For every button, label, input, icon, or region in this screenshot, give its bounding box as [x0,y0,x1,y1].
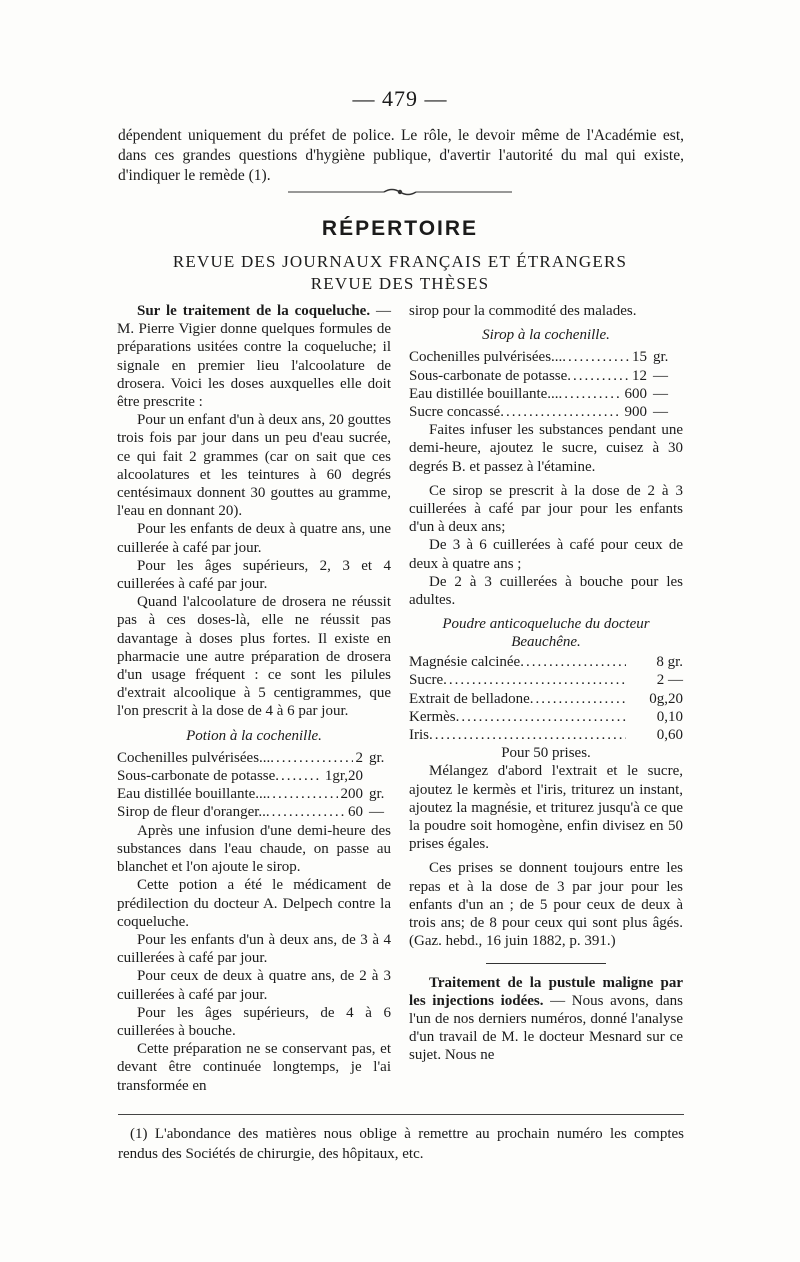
footnote: (1) L'abondance des matières nous oblige à remettre au prochain numéro les comptes rendus des Sociétés de chirurgie, des hôpitaux, etc. [118,1126,684,1162]
recipe-row [409,403,683,421]
section-subtitle-2: REVUE DES THÈSES [310,274,490,293]
recipe-row [117,785,391,803]
right-column [409,302,683,1065]
article-coqueluche-intro [117,302,391,411]
paragraph: Pour les enfants d'un à deux ans, de 3 à 4 cuillerées à café par jour. [117,931,391,967]
paragraph: Pour les âges supérieurs, 2, 3 et 4 cuillerées à café par jour. [117,557,391,593]
recipe-row [409,690,683,708]
ingredient-name: Iris [409,727,429,744]
ingredient-quantity: 15 [632,349,647,366]
ingredient-name: Cochenilles pulvérisées... [117,749,271,766]
recipe-row [409,726,683,744]
ingredient-name: Sucre concassé [409,404,501,421]
paragraph: sirop pour la commodité des malades. [409,303,637,319]
paragraph [409,859,683,950]
paragraph: Pour un enfant d'un à deux ans, 20 gouttes trois fois par jour dans un peu d'eau sucrée, ce qui fait 2 grammes (car on sait que ces alcoolatures et les teintures à 60 degrés centésimaux donnent 30 gouttes au gramme, l'eau en donnant 20). [117,412,391,520]
ingredient-unit: — [653,367,668,384]
ingredient-quantity: 0,60 [656,727,683,744]
ingredient-unit: gr. [369,749,385,766]
ingredient-quantity: 200 [340,786,363,803]
recipe-title: Poudre anticoqueluche du docteur Beauchêne. [442,616,650,651]
ingredient-quantity: 600 [624,385,647,402]
left-column [117,302,391,1095]
article-divider [486,963,606,964]
recipe-row [409,385,683,403]
recipe-row [409,708,683,726]
article-title: Traitement de la pustule maligne par les injections iodées. [409,974,683,1009]
ingredient-unit: — [653,385,668,402]
recipe-note: Pour 50 prises. [501,745,591,762]
paragraph-text: Ces prises se donnent toujours entre les repas et à la dose de 3 par jour pour les enfants d'un an ; de 5 pour ceux de deux à trois ans; de 8 pour ceux qui sont plus âgés. [409,860,683,932]
section-ornament [288,186,512,198]
ingredient-name: Sous-carbonate de potasse [409,367,568,384]
recipe-row [117,749,391,767]
ingredient-name: Sirop de fleur d'oranger.. [117,804,266,821]
paragraph: Ce sirop se prescrit à la dose de 2 à 3 cuillerées à café par jour pour les enfants d'un à deux ans; [409,482,683,536]
paragraph: Faites infuser les substances pendant une demi-heure, ajoutez le sucre, cuisez à 30 degrés B. et passez à l'étamine. [409,422,683,475]
article-text: — M. Pierre Vigier donne quelques formules de préparations usitées contre la coqueluche; il signale en premier lieu l'alcoolature de drosera. Voici les doses auxquelles elle doit être prescrite : [117,303,392,411]
recipe-list [117,749,391,822]
recipe-list [409,348,683,421]
paragraph: Après une infusion d'une demi-heure des substances dans l'eau chaude, on passe au blanchet et l'on ajoute le sirop. [117,822,391,876]
recipe-row [409,367,683,385]
ingredient-unit: gr. [369,786,385,803]
section-title: RÉPERTOIRE [321,217,479,240]
recipe-row [409,348,683,366]
ingredient-unit: — [653,404,668,421]
section-subtitle: REVUE DES JOURNAUX FRANÇAIS ET ÉTRANGERS [172,252,628,271]
citation: (Gaz. hebd., 16 juin 1882, p. 391.) [409,933,616,950]
ingredient-name: Sucre [409,672,444,689]
ingredient-quantity: 1gr,20 [324,768,363,785]
ingredient-quantity: 8 gr. [656,654,683,671]
ingredient-unit: — [369,804,384,821]
paragraph: De 2 à 3 cuillerées à bouche pour les adultes. [409,573,683,609]
paragraph: Pour les enfants de deux à quatre ans, une cuillerée à café par jour. [117,521,391,556]
page-number: — 479 — [352,86,448,111]
ingredient-quantity: 0,10 [656,708,683,725]
recipe-row [409,671,683,689]
intro-paragraph: dépendent uniquement du préfet de police. Le rôle, le devoir même de l'Académie est, dans ces grandes questions d'hygiène publique, d'avertir l'autorité du mal qui existe, d'indiquer le remède (1). [118,127,684,184]
ingredient-quantity: 0g,20 [649,690,683,707]
ingredient-quantity: 2 [355,749,363,766]
ingredient-name: Kermès [409,708,456,725]
ingredient-name: Extrait de belladone [409,690,530,707]
ingredient-name: Sous-carbonate de potasse [117,768,276,785]
footnote-rule [118,1114,684,1115]
ingredient-quantity: 2 — [656,672,683,689]
ingredient-name: Eau distillée bouillante... [409,385,559,402]
paragraph: Quand l'alcoolature de drosera ne réussit pas à ces doses-là, elle ne réussit pas davantage à doses plus fortes. Il existe en pharmacie une autre préparation de drosera d'un usage fréquent : ce sont les pilules d'extrait alcoolique à 5 centigrammes, que l'on prescrit à la dose de 4 à 6 par jour. [117,594,391,720]
article-text: — Nous avons, dans l'un de nos derniers numéros, donné l'analyse d'un travail de M. le docteur Mesnard sur ce sujet. Nous ne [409,992,683,1064]
article-pustule-intro [409,974,683,1065]
paragraph: Cette potion a été le médicament de prédilection du docteur A. Delpech contre la coqueluche. [117,877,391,930]
paragraph: Pour les âges supérieurs, de 4 à 6 cuillerées à bouche. [117,1004,391,1039]
paragraph: Mélangez d'abord l'extrait et le sucre, ajoutez le kermès et l'iris, triturez un instant, ajoutez la magnésie, et triturez jusqu'à ce que la poudre soit homogène, enfin divisez en 50 prises égales. [409,763,683,853]
paragraph: Cette préparation ne se conservant pas, et devant être continuée longtemps, je l'ai transformée en [117,1041,391,1094]
paragraph: De 3 à 6 cuillerées à café pour ceux de deux à quatre ans ; [409,537,683,572]
ingredient-quantity: 12 [632,367,647,384]
article-title: Sur le traitement de la coqueluche. [137,303,371,319]
recipe-title: Potion à la cochenille. [186,727,322,744]
ingredient-quantity: 60 [348,804,363,821]
ingredient-unit: gr. [653,349,669,366]
ingredient-name: Magnésie calcinée [409,654,521,671]
ingredient-name: Eau distillée bouillante... [117,786,267,803]
recipe-row [117,767,391,785]
recipe-title: Sirop à la cochenille. [482,327,610,344]
recipe-row [409,653,683,671]
ingredient-quantity: 900 [624,404,647,421]
ingredient-name: Cochenilles pulvérisées... [409,349,563,366]
recipe-list [409,653,683,744]
recipe-row [117,803,391,821]
paragraph: Pour ceux de deux à quatre ans, de 2 à 3 cuillerées à café par jour. [117,968,391,1003]
